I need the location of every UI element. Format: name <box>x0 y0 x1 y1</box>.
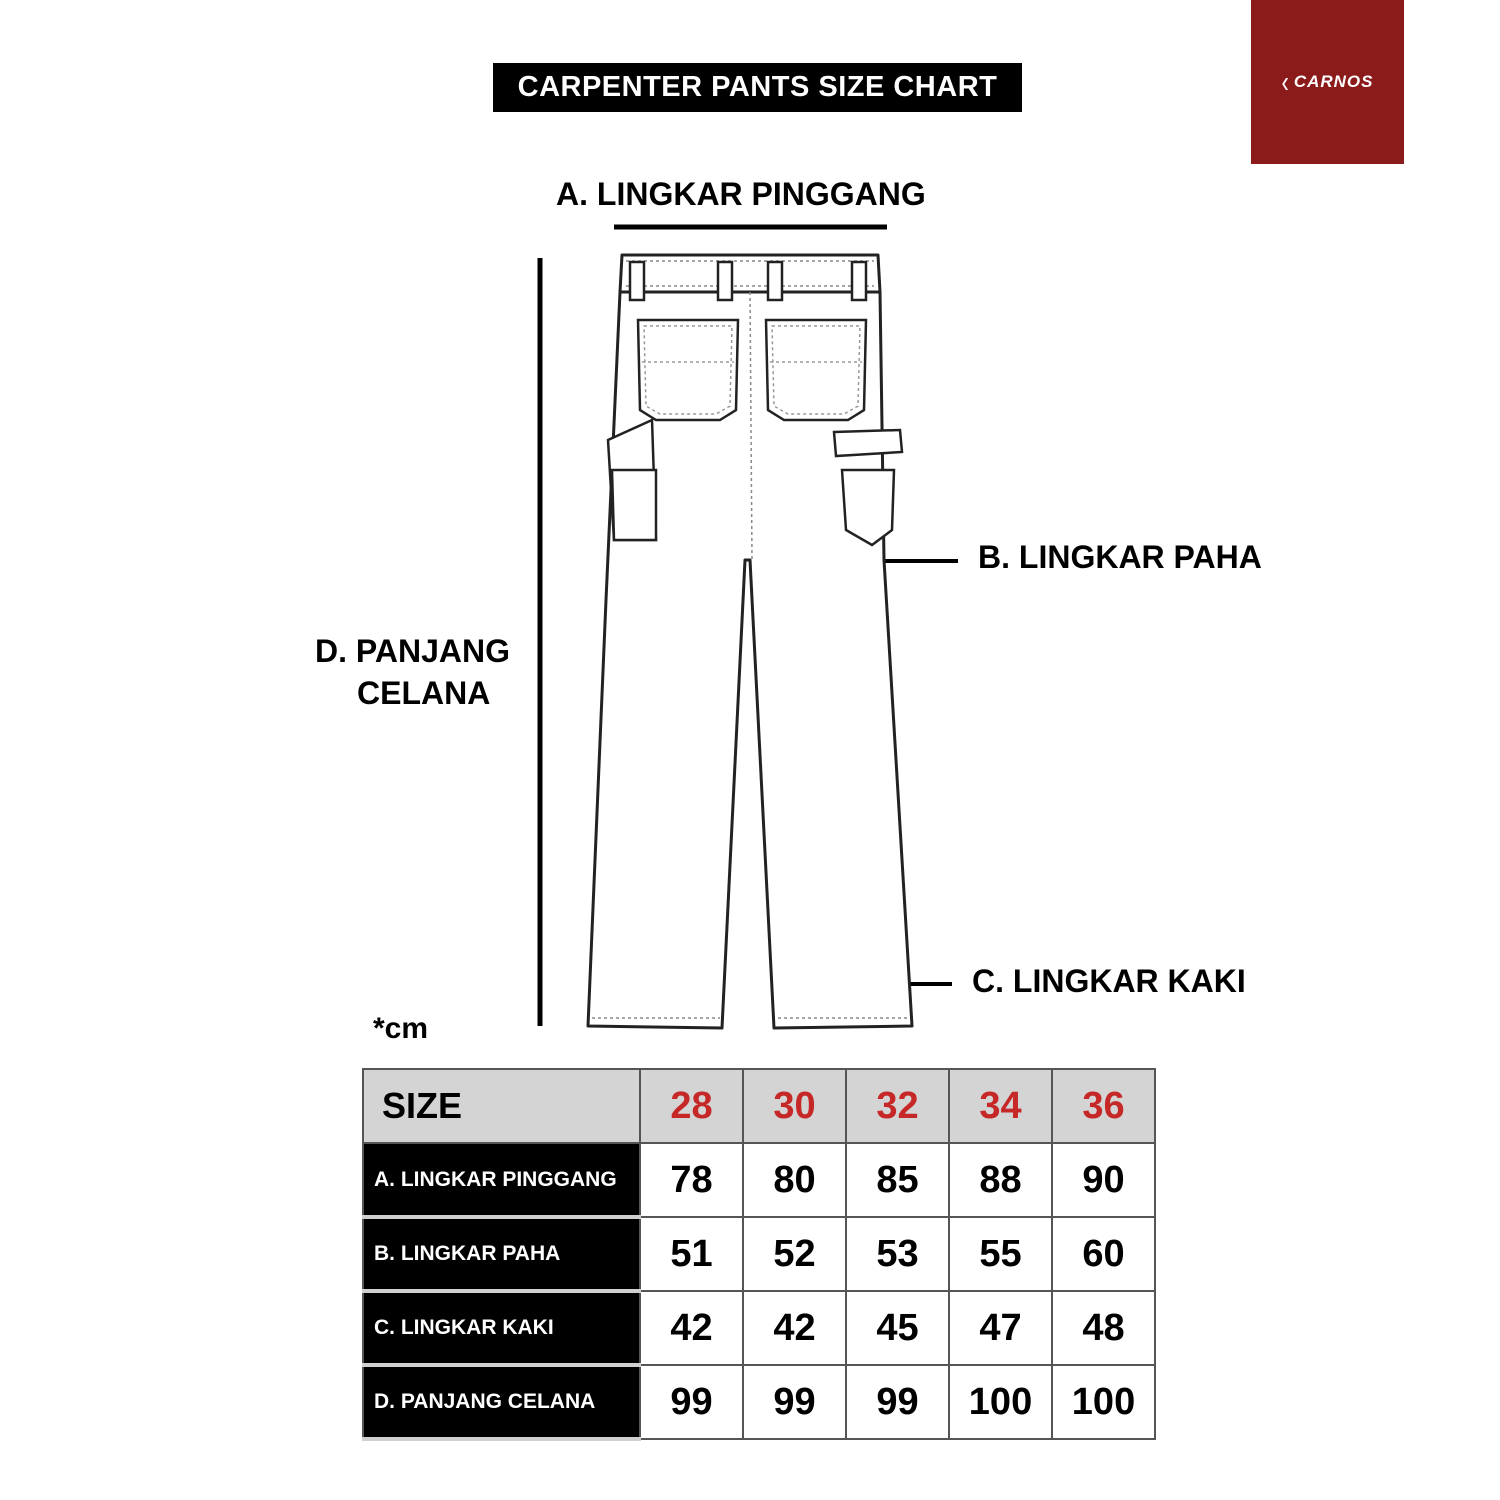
table-row <box>363 1365 1155 1439</box>
size-header-cell: 32 <box>846 1069 949 1143</box>
table-cell: 47 <box>949 1291 1052 1365</box>
table-cell: 53 <box>846 1217 949 1291</box>
page-title: CARPENTER PANTS SIZE CHART <box>493 63 1022 112</box>
table-cell: 99 <box>846 1365 949 1439</box>
brand-name: CARNOS <box>1293 72 1374 91</box>
size-header-cell: 34 <box>949 1069 1052 1143</box>
size-header-row <box>363 1069 1155 1143</box>
size-table <box>362 1068 1156 1441</box>
label-waist: A. LINGKAR PINGGANG <box>556 176 926 212</box>
table-row <box>363 1291 1155 1365</box>
chevron-left-icon: ‹ <box>1281 63 1290 99</box>
table-cell: 88 <box>949 1143 1052 1217</box>
table-cell: 48 <box>1052 1291 1155 1365</box>
table-cell: 78 <box>640 1143 743 1217</box>
side-pocket-left-lower <box>612 470 656 540</box>
unit-note: *cm <box>373 1012 429 1045</box>
table-cell: 51 <box>640 1217 743 1291</box>
table-cell: 85 <box>846 1143 949 1217</box>
table-cell: 90 <box>1052 1143 1155 1217</box>
row-label: B. LINGKAR PAHA <box>363 1217 640 1291</box>
belt-loop <box>852 262 866 300</box>
table-row <box>363 1143 1155 1217</box>
table-cell: 45 <box>846 1291 949 1365</box>
belt-loop <box>630 262 644 300</box>
size-header-cell: 36 <box>1052 1069 1155 1143</box>
row-label: A. LINGKAR PINGGANG <box>363 1143 640 1217</box>
row-label: C. LINGKAR KAKI <box>363 1291 640 1365</box>
size-header-cell: 28 <box>640 1069 743 1143</box>
label-length-line2: CELANA <box>357 675 491 711</box>
label-length-line1: D. PANJANG <box>315 633 510 669</box>
table-cell: 42 <box>640 1291 743 1365</box>
table-cell: 99 <box>640 1365 743 1439</box>
table-cell: 80 <box>743 1143 846 1217</box>
table-cell: 100 <box>1052 1365 1155 1439</box>
table-cell: 52 <box>743 1217 846 1291</box>
table-cell: 60 <box>1052 1217 1155 1291</box>
label-thigh: B. LINGKAR PAHA <box>978 539 1262 575</box>
row-label: D. PANJANG CELANA <box>363 1365 640 1439</box>
label-leg: C. LINGKAR KAKI <box>972 963 1246 999</box>
belt-loop <box>718 262 732 300</box>
table-row <box>363 1217 1155 1291</box>
table-cell: 42 <box>743 1291 846 1365</box>
table-cell: 99 <box>743 1365 846 1439</box>
size-header-cell: 30 <box>743 1069 846 1143</box>
table-cell: 55 <box>949 1217 1052 1291</box>
back-pocket-right <box>766 320 866 420</box>
back-pocket-left <box>638 320 738 420</box>
size-header-label: SIZE <box>363 1069 640 1143</box>
belt-loop <box>768 262 782 300</box>
hammer-loop <box>834 430 902 456</box>
table-cell: 100 <box>949 1365 1052 1439</box>
